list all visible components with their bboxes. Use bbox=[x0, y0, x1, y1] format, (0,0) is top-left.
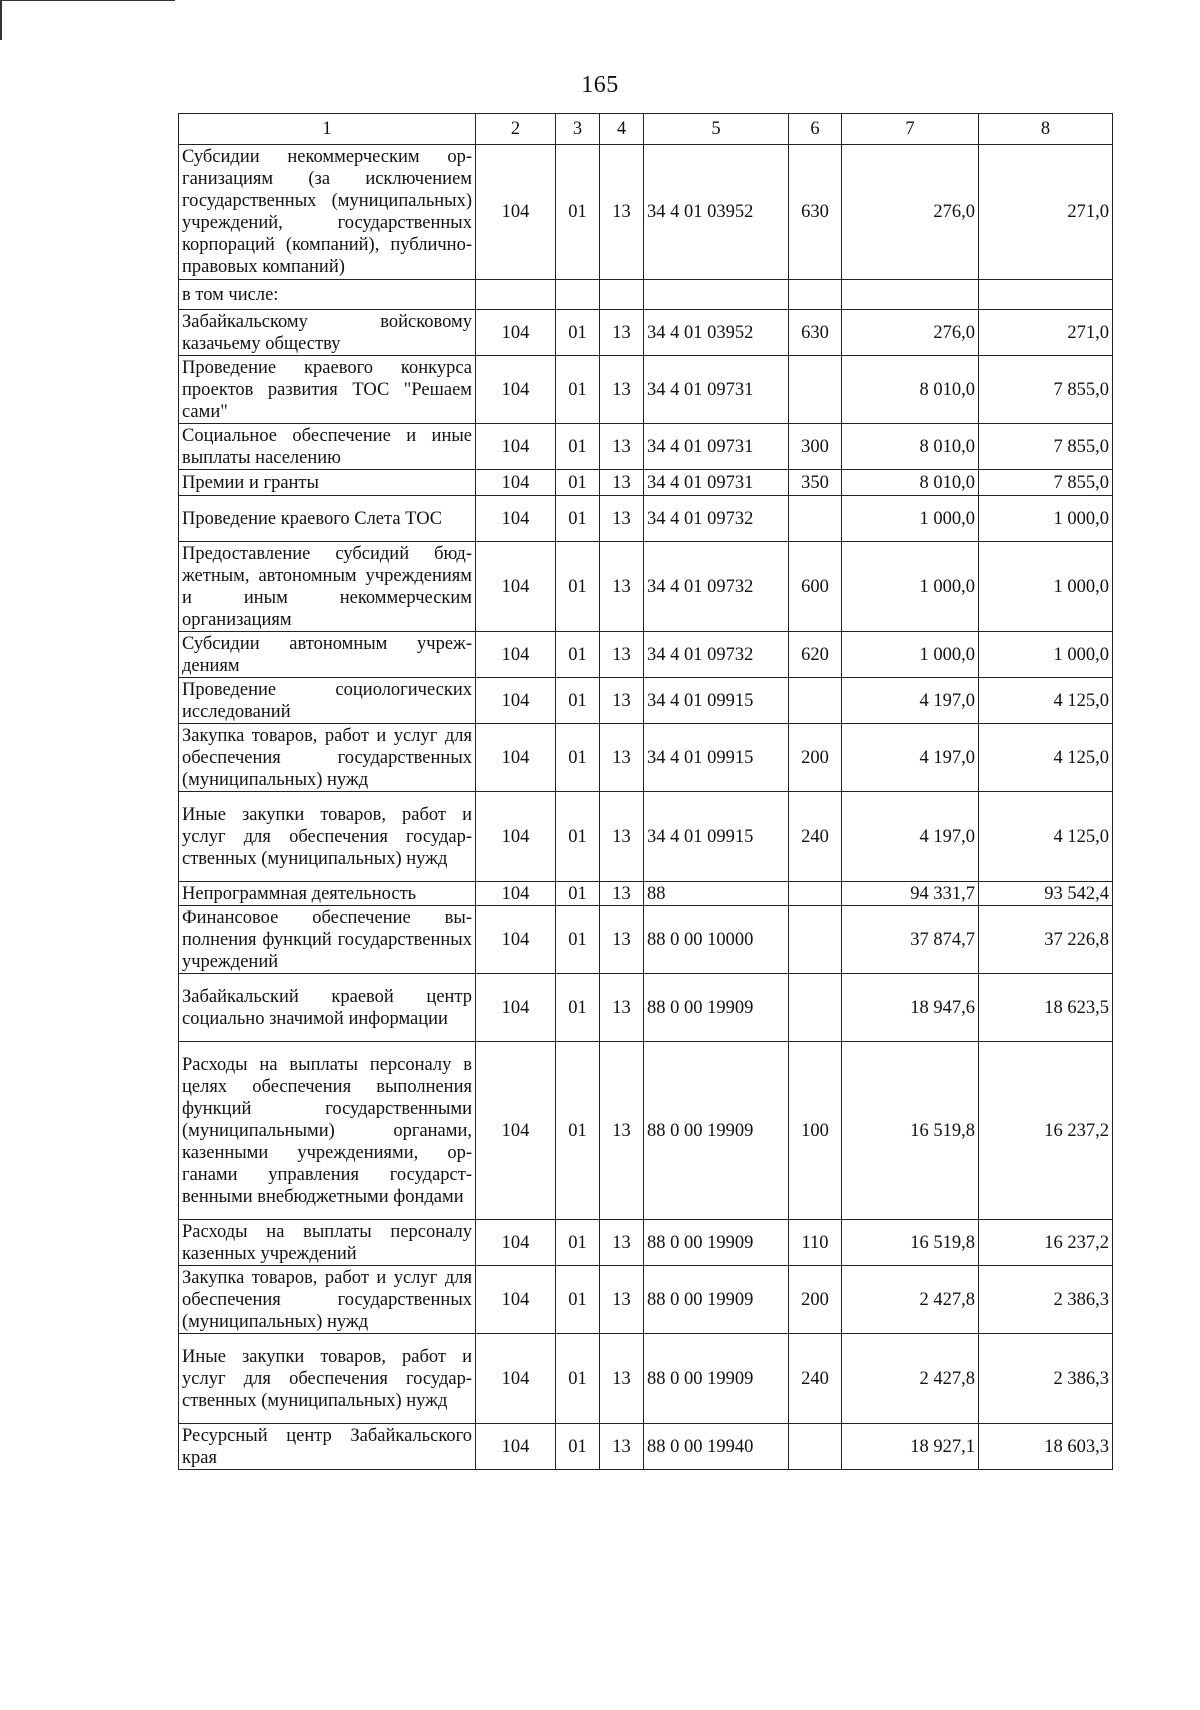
col-5-value bbox=[644, 280, 789, 310]
col-8-value: 1 000,0 bbox=[979, 496, 1113, 542]
col-2-value: 104 bbox=[476, 496, 556, 542]
col-7-value: 2 427,8 bbox=[842, 1334, 979, 1424]
col-8-value: 7 855,0 bbox=[979, 424, 1113, 470]
table-row bbox=[179, 280, 1113, 310]
col-8-value: 93 542,4 bbox=[979, 882, 1113, 906]
table-row bbox=[179, 1266, 1113, 1334]
row-description: Субсидии автономным учреждениям bbox=[179, 632, 476, 678]
row-description: Финансовое обеспечение выполнения функций государственных учреждений bbox=[179, 906, 476, 974]
col-3-value: 01 bbox=[556, 724, 600, 792]
col-5-value: 34 4 01 09915 bbox=[644, 724, 789, 792]
col-2-value: 104 bbox=[476, 632, 556, 678]
table-header-row bbox=[179, 114, 1113, 145]
col-5-value: 34 4 01 09732 bbox=[644, 542, 789, 632]
row-description: Проведение краевого Слета ТОС bbox=[179, 496, 476, 542]
col-4-value: 13 bbox=[600, 145, 644, 280]
col-5-value: 34 4 01 03952 bbox=[644, 310, 789, 356]
row-description: Проведение краевого конкурса проектов развития ТОС "Решаем сами" bbox=[179, 356, 476, 424]
col-3-value: 01 bbox=[556, 145, 600, 280]
col-4-value: 13 bbox=[600, 792, 644, 882]
col-5-value: 88 0 00 19940 bbox=[644, 1424, 789, 1470]
header-col-8: 8 bbox=[979, 114, 1113, 145]
col-5-value: 88 bbox=[644, 882, 789, 906]
col-7-value: 37 874,7 bbox=[842, 906, 979, 974]
col-6-value: 240 bbox=[789, 1334, 842, 1424]
col-3-value: 01 bbox=[556, 542, 600, 632]
col-8-value: 18 623,5 bbox=[979, 974, 1113, 1042]
row-description: Субсидии некоммерческим организациям (за исключением государственных (муниципальных) учреждений, государственных корпораций (компаний), публично-правовых компаний) bbox=[179, 145, 476, 280]
table-row bbox=[179, 470, 1113, 496]
col-7-value: 1 000,0 bbox=[842, 496, 979, 542]
col-8-value: 1 000,0 bbox=[979, 542, 1113, 632]
table-row bbox=[179, 1424, 1113, 1470]
table-row bbox=[179, 906, 1113, 974]
col-4-value: 13 bbox=[600, 678, 644, 724]
col-2-value: 104 bbox=[476, 906, 556, 974]
table-row bbox=[179, 882, 1113, 906]
col-8-value: 2 386,3 bbox=[979, 1334, 1113, 1424]
col-7-value: 16 519,8 bbox=[842, 1220, 979, 1266]
row-description: в том числе: bbox=[179, 280, 476, 310]
table-row bbox=[179, 1334, 1113, 1424]
table-row bbox=[179, 632, 1113, 678]
col-2-value: 104 bbox=[476, 470, 556, 496]
col-5-value: 34 4 01 09915 bbox=[644, 792, 789, 882]
header-col-1: 1 bbox=[179, 114, 476, 145]
header-col-2: 2 bbox=[476, 114, 556, 145]
col-5-value: 34 4 01 03952 bbox=[644, 145, 789, 280]
table-row bbox=[179, 542, 1113, 632]
col-2-value: 104 bbox=[476, 1042, 556, 1220]
row-description: Расходы на выплаты персоналу в целях обеспечения выполнения функций государственными (муниципальными) органами, казенными учреждениями, органами управления государственными внебюджетными фондами bbox=[179, 1042, 476, 1220]
table-row bbox=[179, 724, 1113, 792]
col-7-value: 94 331,7 bbox=[842, 882, 979, 906]
row-description: Непрограммная деятельность bbox=[179, 882, 476, 906]
col-4-value: 13 bbox=[600, 974, 644, 1042]
col-3-value: 01 bbox=[556, 1334, 600, 1424]
col-5-value: 88 0 00 19909 bbox=[644, 1266, 789, 1334]
col-8-value: 4 125,0 bbox=[979, 724, 1113, 792]
col-7-value: 8 010,0 bbox=[842, 424, 979, 470]
col-5-value: 88 0 00 19909 bbox=[644, 1042, 789, 1220]
col-6-value bbox=[789, 906, 842, 974]
col-3-value: 01 bbox=[556, 678, 600, 724]
col-8-value bbox=[979, 280, 1113, 310]
col-6-value: 350 bbox=[789, 470, 842, 496]
table-row bbox=[179, 678, 1113, 724]
col-2-value: 104 bbox=[476, 1266, 556, 1334]
table-row bbox=[179, 145, 1113, 280]
col-6-value: 620 bbox=[789, 632, 842, 678]
header-col-3: 3 bbox=[556, 114, 600, 145]
col-7-value: 16 519,8 bbox=[842, 1042, 979, 1220]
col-5-value: 34 4 01 09731 bbox=[644, 424, 789, 470]
table-row bbox=[179, 1042, 1113, 1220]
header-col-4: 4 bbox=[600, 114, 644, 145]
col-3-value: 01 bbox=[556, 882, 600, 906]
col-4-value: 13 bbox=[600, 424, 644, 470]
col-5-value: 34 4 01 09732 bbox=[644, 496, 789, 542]
col-7-value: 276,0 bbox=[842, 145, 979, 280]
col-6-value: 110 bbox=[789, 1220, 842, 1266]
col-6-value: 200 bbox=[789, 1266, 842, 1334]
scan-edge-line bbox=[0, 0, 175, 1]
col-5-value: 34 4 01 09732 bbox=[644, 632, 789, 678]
col-4-value: 13 bbox=[600, 1424, 644, 1470]
col-4-value: 13 bbox=[600, 882, 644, 906]
col-6-value bbox=[789, 496, 842, 542]
col-6-value: 200 bbox=[789, 724, 842, 792]
col-4-value: 13 bbox=[600, 356, 644, 424]
col-2-value: 104 bbox=[476, 424, 556, 470]
col-8-value: 7 855,0 bbox=[979, 356, 1113, 424]
col-2-value: 104 bbox=[476, 1334, 556, 1424]
col-4-value: 13 bbox=[600, 470, 644, 496]
row-description: Закупка товаров, работ и услуг для обеспечения государственных (муниципальных) нужд bbox=[179, 1266, 476, 1334]
col-6-value bbox=[789, 882, 842, 906]
col-7-value: 18 927,1 bbox=[842, 1424, 979, 1470]
col-3-value: 01 bbox=[556, 470, 600, 496]
col-7-value: 1 000,0 bbox=[842, 542, 979, 632]
col-8-value: 37 226,8 bbox=[979, 906, 1113, 974]
col-5-value: 88 0 00 10000 bbox=[644, 906, 789, 974]
col-7-value: 8 010,0 bbox=[842, 470, 979, 496]
col-7-value: 4 197,0 bbox=[842, 792, 979, 882]
col-4-value: 13 bbox=[600, 632, 644, 678]
col-2-value: 104 bbox=[476, 145, 556, 280]
col-7-value: 1 000,0 bbox=[842, 632, 979, 678]
row-description: Проведение социологических исследований bbox=[179, 678, 476, 724]
col-3-value: 01 bbox=[556, 424, 600, 470]
col-3-value: 01 bbox=[556, 496, 600, 542]
col-6-value bbox=[789, 356, 842, 424]
col-3-value: 01 bbox=[556, 906, 600, 974]
col-5-value: 88 0 00 19909 bbox=[644, 974, 789, 1042]
col-4-value bbox=[600, 280, 644, 310]
row-description: Забайкальскому войсковому казачьему обществу bbox=[179, 310, 476, 356]
col-7-value: 2 427,8 bbox=[842, 1266, 979, 1334]
col-2-value: 104 bbox=[476, 724, 556, 792]
col-6-value bbox=[789, 1424, 842, 1470]
table-row bbox=[179, 1220, 1113, 1266]
col-3-value: 01 bbox=[556, 1424, 600, 1470]
col-4-value: 13 bbox=[600, 1220, 644, 1266]
col-5-value: 34 4 01 09731 bbox=[644, 356, 789, 424]
col-6-value: 600 bbox=[789, 542, 842, 632]
table-row bbox=[179, 496, 1113, 542]
col-2-value bbox=[476, 280, 556, 310]
col-3-value: 01 bbox=[556, 1220, 600, 1266]
col-8-value: 16 237,2 bbox=[979, 1042, 1113, 1220]
row-description: Премии и гранты bbox=[179, 470, 476, 496]
col-5-value: 88 0 00 19909 bbox=[644, 1220, 789, 1266]
page-number: 165 bbox=[581, 72, 619, 98]
col-7-value: 18 947,6 bbox=[842, 974, 979, 1042]
col-8-value: 4 125,0 bbox=[979, 792, 1113, 882]
col-7-value: 276,0 bbox=[842, 310, 979, 356]
col-8-value: 271,0 bbox=[979, 145, 1113, 280]
col-8-value: 271,0 bbox=[979, 310, 1113, 356]
row-description: Забайкальский краевой центр социально значимой информации bbox=[179, 974, 476, 1042]
col-2-value: 104 bbox=[476, 542, 556, 632]
col-4-value: 13 bbox=[600, 542, 644, 632]
col-6-value bbox=[789, 678, 842, 724]
col-2-value: 104 bbox=[476, 678, 556, 724]
col-3-value: 01 bbox=[556, 632, 600, 678]
row-description: Ресурсный центр Забайкальского края bbox=[179, 1424, 476, 1470]
col-2-value: 104 bbox=[476, 974, 556, 1042]
col-2-value: 104 bbox=[476, 356, 556, 424]
table-row bbox=[179, 792, 1113, 882]
header-col-6: 6 bbox=[789, 114, 842, 145]
col-3-value: 01 bbox=[556, 974, 600, 1042]
col-6-value: 630 bbox=[789, 145, 842, 280]
header-col-5: 5 bbox=[644, 114, 789, 145]
row-description: Закупка товаров, работ и услуг для обеспечения государственных (муниципальных) нужд bbox=[179, 724, 476, 792]
row-description: Социальное обеспечение и иные выплаты населению bbox=[179, 424, 476, 470]
col-4-value: 13 bbox=[600, 906, 644, 974]
col-6-value: 300 bbox=[789, 424, 842, 470]
row-description: Иные закупки товаров, работ и услуг для обеспечения государственных (муниципальных) нужд bbox=[179, 1334, 476, 1424]
table-row bbox=[179, 974, 1113, 1042]
row-description: Предоставление субсидий бюджетным, автономным учреждениям и иным некоммерческим организациям bbox=[179, 542, 476, 632]
col-3-value: 01 bbox=[556, 310, 600, 356]
budget-table bbox=[178, 113, 1113, 1470]
col-7-value: 4 197,0 bbox=[842, 724, 979, 792]
col-2-value: 104 bbox=[476, 1220, 556, 1266]
table-row bbox=[179, 424, 1113, 470]
col-4-value: 13 bbox=[600, 1266, 644, 1334]
col-3-value: 01 bbox=[556, 1266, 600, 1334]
col-4-value: 13 bbox=[600, 496, 644, 542]
col-8-value: 7 855,0 bbox=[979, 470, 1113, 496]
col-2-value: 104 bbox=[476, 882, 556, 906]
col-3-value: 01 bbox=[556, 792, 600, 882]
col-8-value: 16 237,2 bbox=[979, 1220, 1113, 1266]
col-3-value: 01 bbox=[556, 356, 600, 424]
table-row bbox=[179, 310, 1113, 356]
col-4-value: 13 bbox=[600, 1334, 644, 1424]
col-7-value: 4 197,0 bbox=[842, 678, 979, 724]
col-6-value: 100 bbox=[789, 1042, 842, 1220]
col-8-value: 2 386,3 bbox=[979, 1266, 1113, 1334]
scan-edge-line bbox=[0, 0, 2, 40]
col-6-value bbox=[789, 974, 842, 1042]
col-2-value: 104 bbox=[476, 792, 556, 882]
col-6-value: 240 bbox=[789, 792, 842, 882]
col-4-value: 13 bbox=[600, 310, 644, 356]
col-2-value: 104 bbox=[476, 1424, 556, 1470]
row-description: Иные закупки товаров, работ и услуг для обеспечения государственных (муниципальных) нужд bbox=[179, 792, 476, 882]
col-3-value: 01 bbox=[556, 1042, 600, 1220]
col-8-value: 18 603,3 bbox=[979, 1424, 1113, 1470]
col-5-value: 34 4 01 09731 bbox=[644, 470, 789, 496]
col-2-value: 104 bbox=[476, 310, 556, 356]
col-4-value: 13 bbox=[600, 724, 644, 792]
table-row bbox=[179, 356, 1113, 424]
col-3-value bbox=[556, 280, 600, 310]
col-5-value: 34 4 01 09915 bbox=[644, 678, 789, 724]
col-5-value: 88 0 00 19909 bbox=[644, 1334, 789, 1424]
col-8-value: 1 000,0 bbox=[979, 632, 1113, 678]
row-description: Расходы на выплаты персоналу казенных учреждений bbox=[179, 1220, 476, 1266]
col-7-value bbox=[842, 280, 979, 310]
col-4-value: 13 bbox=[600, 1042, 644, 1220]
col-8-value: 4 125,0 bbox=[979, 678, 1113, 724]
col-7-value: 8 010,0 bbox=[842, 356, 979, 424]
col-6-value bbox=[789, 280, 842, 310]
col-6-value: 630 bbox=[789, 310, 842, 356]
table-body bbox=[179, 114, 1113, 1470]
header-col-7: 7 bbox=[842, 114, 979, 145]
